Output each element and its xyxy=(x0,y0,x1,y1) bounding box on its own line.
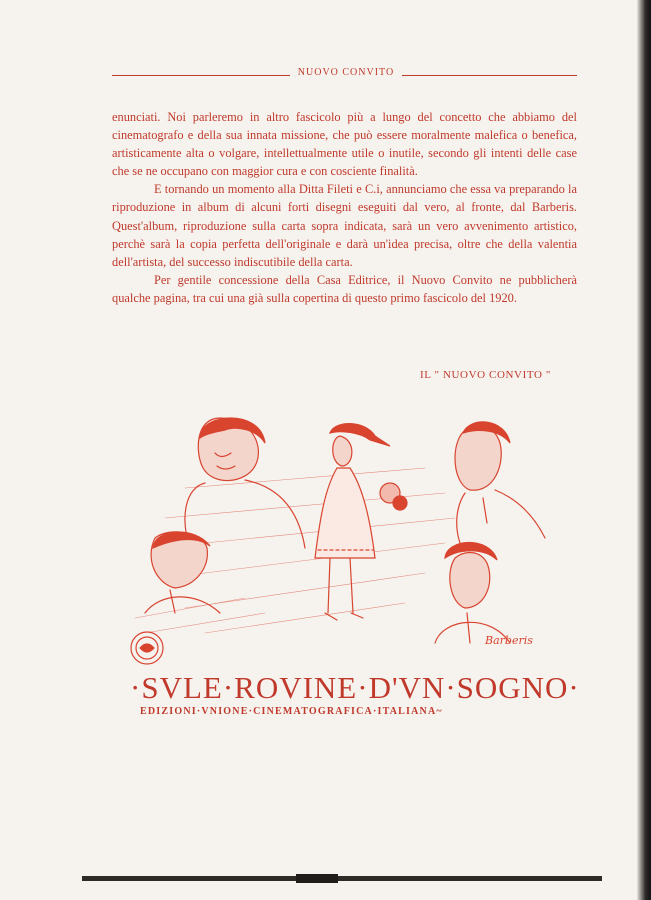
article-body xyxy=(112,108,577,307)
paragraph: E tornando un momento alla Ditta Fileti e C.i, annunciamo che essa va preparando la riproduzione in album di alcuni forti disegni eseguiti dal vero, al fronte, dal Barberis. Quest'album, riproduzione sulla carta sopra indicata, sarà un vero avvenimento artistico, perchè sarà la copia perfetta dell'originale e darà un'idea precisa, oltre che della valentia dell'artista, del successo indiscutibile della carta. xyxy=(112,182,577,269)
editorial-signature: IL " NUOVO CONVITO " xyxy=(420,369,551,381)
running-header xyxy=(112,67,577,81)
girl-figure xyxy=(315,424,407,620)
bottom-rule xyxy=(82,876,602,881)
paragraph: Per gentile concessione della Casa Editrice, il Nuovo Convito ne pubblicherà qualche pagina, tra cui una già sulla copertina di questo primo fascicolo del 1920. xyxy=(112,272,577,305)
artist-signature: Barberis xyxy=(485,634,533,647)
paragraph: enunciati. Noi parleremo in altro fascicolo più a lungo del concetto che abbiamo del cinematografo e della sua innata missione, che può essere moralmente malefica o benefica, artisticamente alta o volgare, intellettualmente utile o inutile, secondo gli intenti delle case che se ne occupano con maggior cura e con cosciente finalità. xyxy=(112,110,577,179)
film-title: ·SVLE·ROVINE·D'VN·SOGNO· xyxy=(130,670,580,705)
film-poster-illustration xyxy=(125,408,565,690)
header-rule-right xyxy=(402,75,577,76)
film-publisher: EDIZIONI·VNIONE·CINEMATOGRAFICA·ITALIANA~ xyxy=(140,706,443,717)
bottom-mark xyxy=(296,874,338,883)
man-portrait-right xyxy=(455,422,545,543)
soldier-portrait xyxy=(435,543,510,644)
header-rule-left xyxy=(112,75,290,76)
header-title: NUOVO CONVITO xyxy=(297,67,395,78)
page-edge xyxy=(637,0,651,900)
